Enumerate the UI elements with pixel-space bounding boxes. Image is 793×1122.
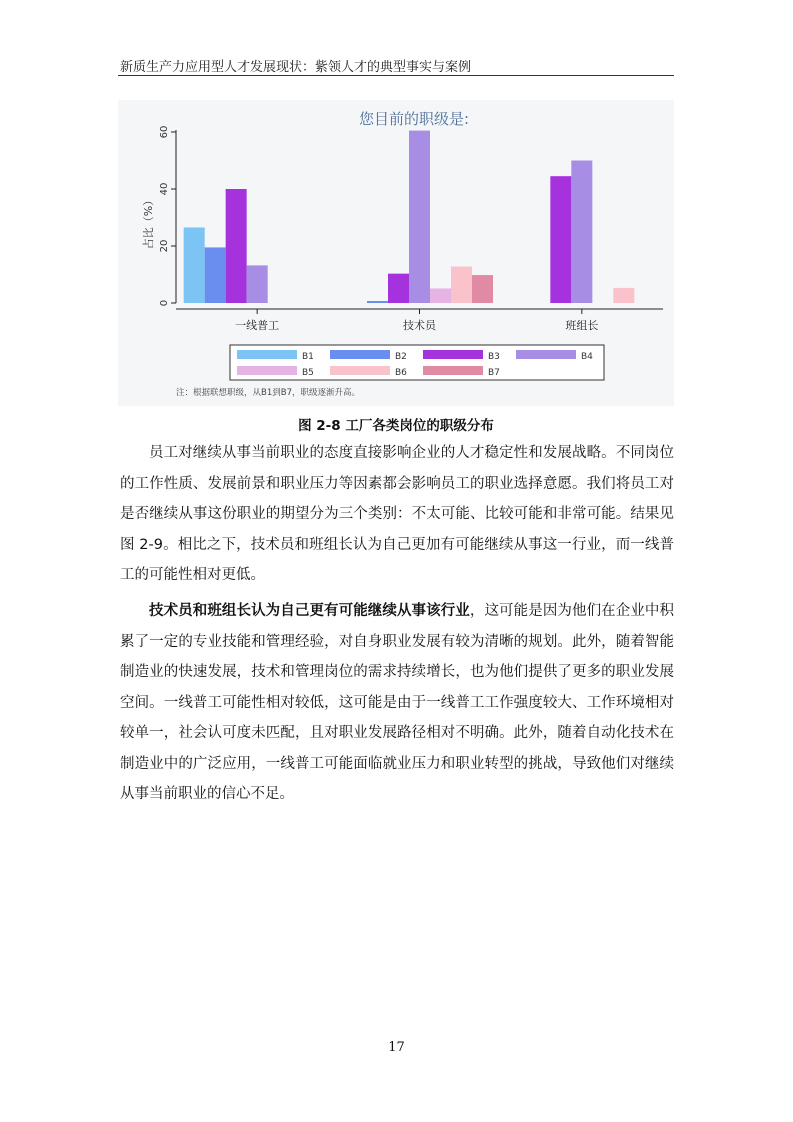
bar-b3: [226, 189, 247, 303]
legend-swatch-b3: [423, 350, 483, 359]
x-tick-label: 技术员: [403, 319, 436, 332]
bar-b4: [247, 265, 268, 303]
legend-swatch-b4: [516, 350, 576, 359]
header-rule: [118, 75, 674, 76]
x-tick-label: 一线普工: [235, 319, 280, 332]
bar-b5: [430, 288, 451, 303]
bar-b4: [571, 161, 592, 304]
figure-caption: 图 2-8 工厂各类岗位的职级分布: [298, 418, 494, 434]
legend-label-b6: B6: [395, 368, 407, 378]
y-tick-label: 40: [159, 182, 170, 196]
running-header: 新质生产力应用型人才发展现状：紫领人才的典型事实与案例: [120, 60, 472, 75]
y-axis-label: 占比（%）: [142, 194, 155, 250]
legend-label-b1: B1: [302, 352, 314, 362]
bar-chart: [118, 100, 674, 406]
legend-label-b7: B7: [488, 368, 500, 378]
legend-label-b4: B4: [581, 352, 593, 362]
paragraph-2-lead: 技术员和班组长认为自己更有可能继续从事该行业: [149, 603, 470, 619]
figure-note: 注：根据联想职级，从B1到B7，职级逐渐升高。: [176, 388, 360, 398]
y-tick-label: 20: [159, 239, 170, 253]
bar-b4: [409, 131, 430, 303]
y-tick-label: 0: [159, 299, 170, 307]
legend-swatch-b1: [237, 350, 297, 359]
bar-b6: [451, 267, 472, 303]
bar-b1: [184, 227, 205, 303]
paragraph-1: 员工对继续从事当前职业的态度直接影响企业的人才稳定性和发展战略。不同岗位的工作性质、发展前景和职业压力等因素都会影响员工的职业选择意愿。我们将员工对是否继续从事这份职业的期望分为三个类别：不太可能、比较可能和非常可能。结果见图 2-9。相比之下，技术员和班组长认为自己更加有可能继续从事这一行业，而一线普工的可能性相对更低。: [120, 445, 674, 583]
legend-swatch-b7: [423, 366, 483, 375]
bar-b2: [367, 301, 388, 303]
legend-swatch-b6: [330, 366, 390, 375]
bar-b7: [472, 275, 493, 303]
x-tick-label: 班组长: [565, 319, 599, 332]
y-axis: [159, 126, 176, 307]
chart-title: 您目前的职级是:: [358, 110, 470, 128]
legend: [230, 345, 604, 380]
bar-b3: [550, 176, 571, 303]
legend-label-b2: B2: [395, 352, 407, 362]
bar-b6: [613, 288, 634, 303]
paragraph-2: [120, 596, 674, 810]
page-number: 17: [388, 1040, 405, 1055]
paragraph-2-rest: ，这可能是因为他们在企业中积累了一定的专业技能和管理经验，对自身职业发展有较为清晰的规划。此外，随着智能制造业的快速发展，技术和管理岗位的需求持续增长，也为他们提供了更多的职业发展空间。一线普工可能性相对较低，这可能是由于一线普工工作强度较大、工作环境相对较单一，社会认可度未匹配，且对职业发展路径相对不明确。此外，随着自动化技术在制造业中的广泛应用，一线普工可能面临就业压力和职业转型的挑战，导致他们对继续从事当前职业的信心不足。: [120, 603, 675, 802]
legend-label-b3: B3: [488, 352, 500, 362]
bars: [184, 131, 635, 303]
y-tick-label: 60: [159, 125, 170, 139]
bar-b3: [388, 274, 409, 303]
x-axis: [176, 309, 663, 332]
bar-b2: [205, 247, 226, 303]
figure: [118, 100, 674, 406]
legend-swatch-b2: [330, 350, 390, 359]
legend-label-b5: B5: [302, 368, 314, 378]
legend-swatch-b5: [237, 366, 297, 375]
